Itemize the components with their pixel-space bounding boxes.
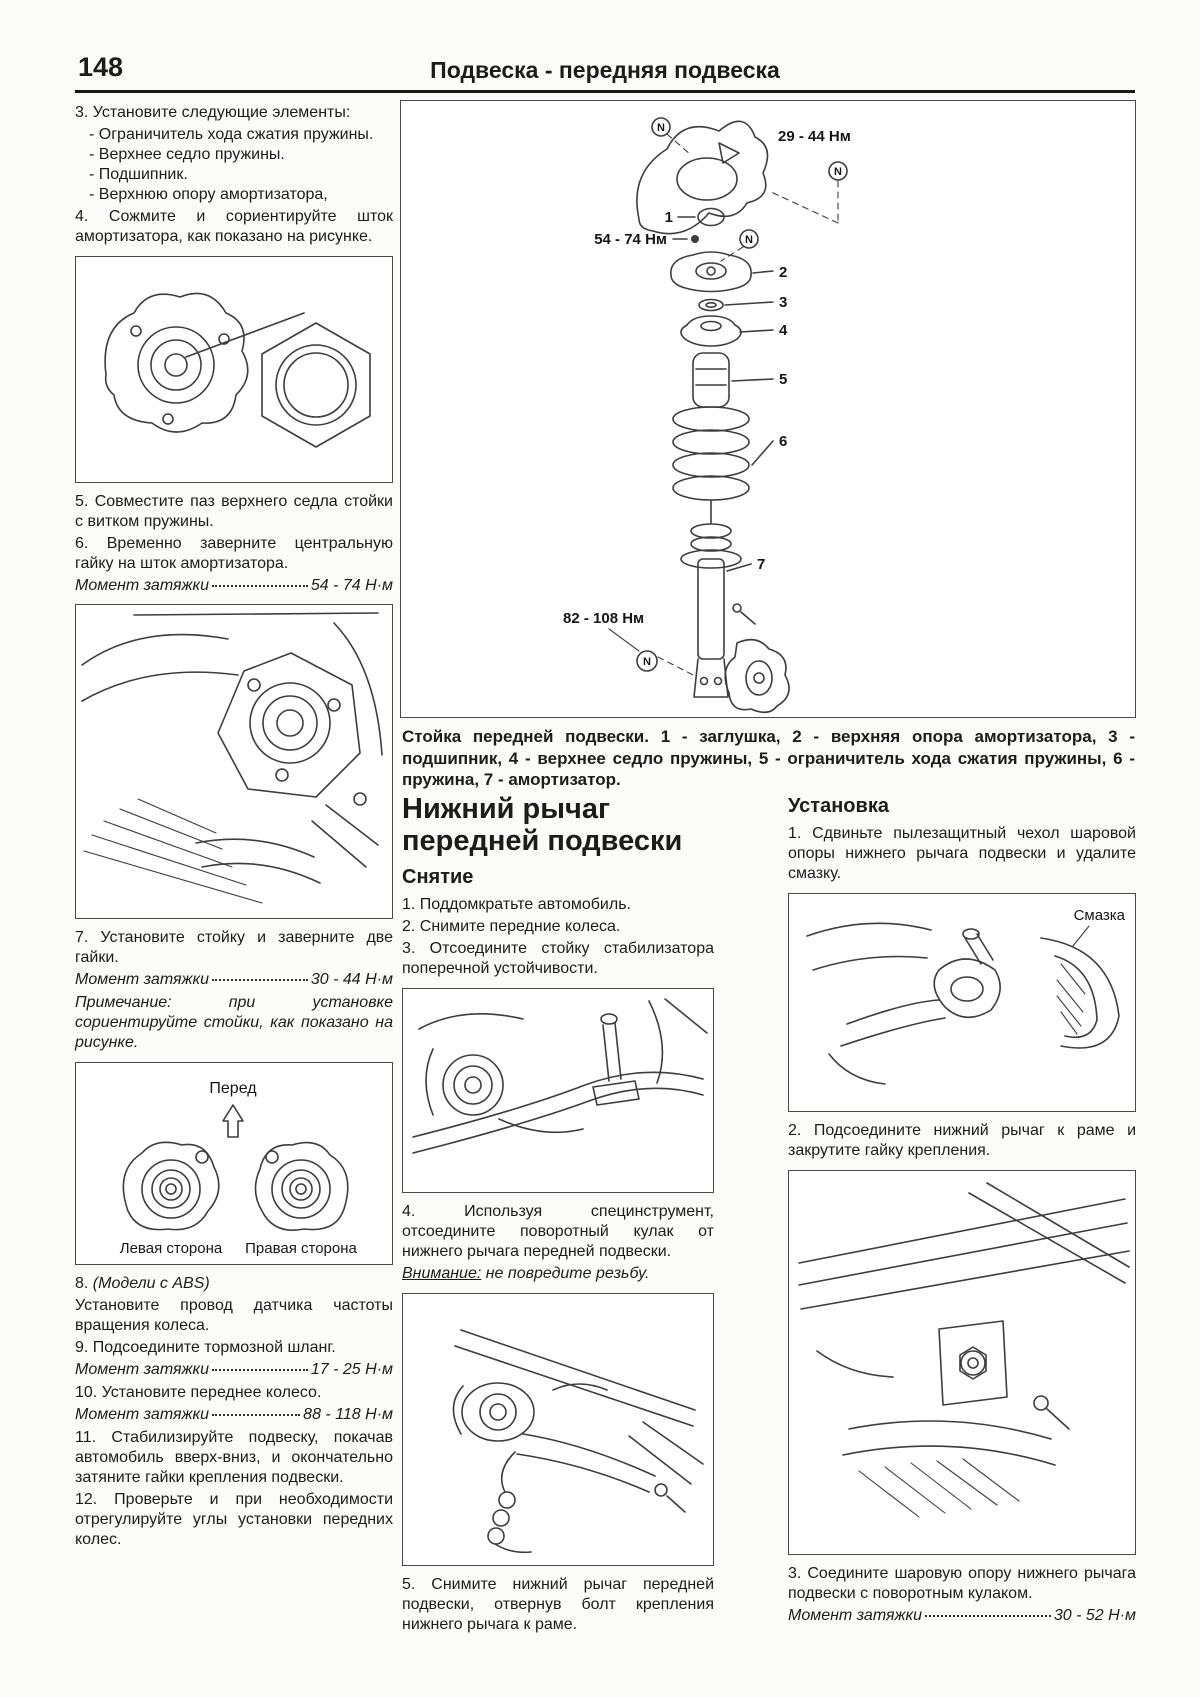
torque-label: Момент затяжки xyxy=(788,1607,922,1624)
left-side-label: Левая сторона xyxy=(119,1240,223,1257)
part-number-3: 3 xyxy=(779,294,788,311)
lower-arm-frame-sketch xyxy=(789,1171,1133,1549)
dotted-leader xyxy=(212,585,308,587)
figure-stabilizer-link xyxy=(402,988,714,1193)
figure-ball-joint-grease xyxy=(788,893,1136,1112)
lower-arm-removal-sketch xyxy=(403,1294,711,1560)
attention-keyword: Внимание: xyxy=(402,1264,482,1282)
torque-mid-label: 54 - 74 Нм xyxy=(594,231,667,248)
front-direction-label: Перед xyxy=(209,1080,257,1097)
removal-step-5: 5. Снимите нижний рычаг передней подвески, отвернув болт крепления нижнего рычага к раме. xyxy=(402,1575,714,1633)
note-7 xyxy=(75,993,393,1053)
step-11: 11. Стабилизируйте подвеску, покачав автомобиль вверх-вниз, и окончательно затяните гайки крепления подвески. xyxy=(75,1429,393,1486)
step-4: 4. Сожмите и сориентируйте шток амортизатора, как показано на рисунке. xyxy=(75,208,393,245)
step-8-models: (Модели с ABS) xyxy=(92,1275,210,1292)
header-rule xyxy=(75,90,1135,93)
bullet-item: - Верхнее седло пружины. xyxy=(89,146,285,163)
torque-value: 54 - 74 Н·м xyxy=(310,577,393,594)
figure-lower-arm-to-frame xyxy=(788,1170,1136,1555)
new-nut-marker: N xyxy=(745,234,753,246)
left-column xyxy=(75,103,393,1552)
removal-step-2: 2. Снимите передние колеса. xyxy=(402,917,621,935)
new-nut-marker: N xyxy=(657,122,665,134)
figure-caption: Стойка передней подвески. 1 - заглушка, 2 - верхняя опора амортизатора, 3 - подшипник, 4 - верхнее седло пружины, 5 - ограничитель хода сжатия пружины, 6 - пружина, 7 - амортизатор. xyxy=(402,727,1135,790)
torque-top-label: 29 - 44 Нм xyxy=(778,128,851,145)
strut-mount-nut-sketch xyxy=(76,257,390,477)
attention-text: не повредите резьбу. xyxy=(481,1264,650,1282)
step-3: 3. Установите следующие элементы: xyxy=(75,104,351,121)
install-heading: Установка xyxy=(788,795,889,817)
section-heading-line1: Нижний рычаг xyxy=(402,793,611,825)
torque-bottom-label: 82 - 108 Нм xyxy=(563,610,645,627)
ball-joint-grease-sketch xyxy=(789,894,1133,1106)
right-side-label: Правая сторона xyxy=(245,1240,357,1257)
step-12: 12. Проверьте и при необходимости отрегулируйте углы установки передних колес. xyxy=(75,1491,393,1548)
torque-value: 30 - 44 Н·м xyxy=(310,971,393,988)
step-8-heading xyxy=(75,1274,393,1294)
step-5: 5. Совместите паз верхнего седла стойки с витком пружины. xyxy=(75,493,393,530)
step-10: 10. Установите переднее колесо. xyxy=(75,1384,322,1401)
new-nut-marker: N xyxy=(643,656,651,668)
mount-orientation-sketch xyxy=(76,1063,390,1259)
removal-step-4: 4. Используя специнструмент, отсоедините поворотный кулак от нижнего рычага передней подвески. xyxy=(402,1202,714,1260)
torque-label: Момент затяжки xyxy=(75,971,209,988)
step-7: 7. Установите стойку и заверните две гайки. xyxy=(75,929,393,966)
part-number-4: 4 xyxy=(779,322,788,339)
torque-label: Момент затяжки xyxy=(75,1361,209,1378)
torque-label: Момент затяжки xyxy=(75,1406,209,1423)
part-number-7: 7 xyxy=(757,556,766,573)
new-nut-marker: N xyxy=(834,166,842,178)
removal-step-3: 3. Отсоедините стойку стабилизатора поперечной устойчивости. xyxy=(402,939,714,977)
page-title: Подвеска - передняя подвеска xyxy=(430,57,780,83)
figure-mount-orientation xyxy=(75,1062,393,1265)
section-heading-line2: передней подвески xyxy=(402,825,683,858)
bullet-item: - Верхнюю опору амортизатора, xyxy=(89,186,328,203)
note-text: при установке сориентируйте стойки, как показано на рисунке. xyxy=(75,994,393,1051)
removal-heading: Снятие xyxy=(402,865,474,888)
install-step-1: 1. Сдвиньте пылезащитный чехол шаровой опоры нижнего рычага подвески и удалите смазку. xyxy=(788,825,1136,882)
torque-label: Момент затяжки xyxy=(75,577,209,594)
step-8-text: Установите провод датчика частоты вращения колеса. xyxy=(75,1297,393,1334)
section-heading xyxy=(402,793,714,858)
removal-step-1: 1. Поддомкратьте автомобиль. xyxy=(402,895,631,913)
dotted-leader xyxy=(925,1615,1051,1617)
dotted-leader xyxy=(212,1414,300,1416)
part-number-6: 6 xyxy=(779,433,788,450)
step-9: 9. Подсоедините тормозной шланг. xyxy=(75,1339,336,1356)
middle-column xyxy=(402,793,714,1637)
install-step-3: 3. Соедините шаровую опору нижнего рычага подвески с поворотным кулаком. xyxy=(788,1565,1136,1602)
strut-exploded-sketch xyxy=(401,101,1134,716)
part-number-2: 2 xyxy=(779,264,788,281)
bullet-item: - Ограничитель хода сжатия пружины. xyxy=(89,126,374,143)
torque-value: 88 - 118 Н·м xyxy=(303,1406,393,1423)
stabilizer-link-sketch xyxy=(403,989,711,1187)
note-keyword: Примечание: xyxy=(75,994,172,1011)
bullet-item: - Подшипник. xyxy=(89,166,188,183)
figure-lower-arm-removal xyxy=(402,1293,714,1566)
step-6: 6. Временно заверните центральную гайку на шток амортизатора. xyxy=(75,535,393,572)
torque-value: 30 - 52 Н·м xyxy=(1053,1607,1136,1624)
page-number: 148 xyxy=(78,52,124,82)
torque-spec-10 xyxy=(75,1406,393,1424)
figure-engine-bay-strut-tower xyxy=(75,604,393,919)
install-step-2: 2. Подсоедините нижний рычаг к раме и закрутите гайку крепления. xyxy=(788,1122,1136,1159)
torque-spec-install-3 xyxy=(788,1607,1136,1625)
grease-label: Смазка xyxy=(1073,907,1125,924)
up-arrow-icon xyxy=(223,1105,243,1137)
figure-strut-mount-and-nut xyxy=(75,256,393,483)
engine-bay-sketch xyxy=(76,605,390,913)
part-number-1: 1 xyxy=(664,209,673,226)
part-number-5: 5 xyxy=(779,371,788,388)
torque-spec-7 xyxy=(75,971,393,989)
attention-note xyxy=(402,1264,714,1284)
right-column xyxy=(788,793,1136,1629)
torque-value: 17 - 25 Н·м xyxy=(310,1361,393,1378)
torque-spec-6 xyxy=(75,577,393,595)
step-8-number: 8. xyxy=(75,1275,89,1292)
figure-front-strut-exploded xyxy=(400,100,1136,718)
torque-spec-9 xyxy=(75,1361,393,1379)
dotted-leader xyxy=(212,1369,308,1371)
dotted-leader xyxy=(212,979,308,981)
step-3-bullets xyxy=(75,125,393,205)
